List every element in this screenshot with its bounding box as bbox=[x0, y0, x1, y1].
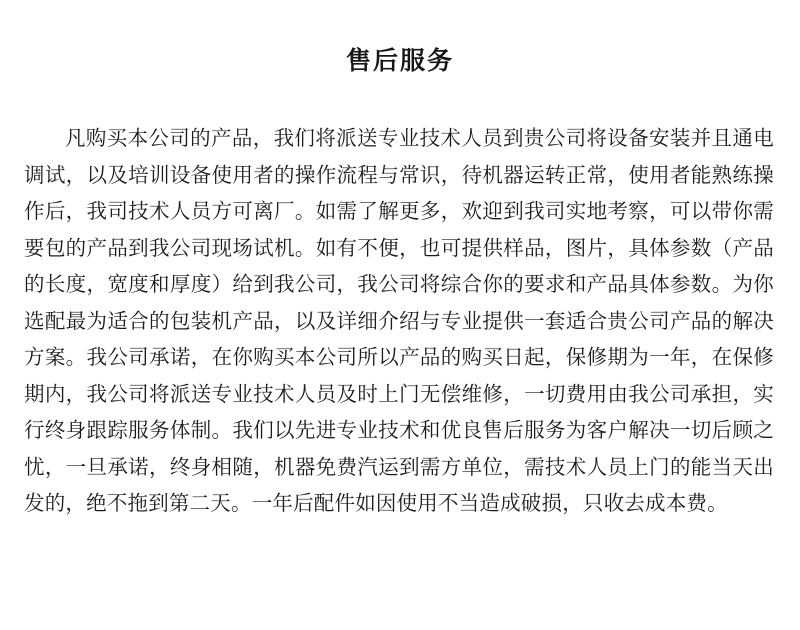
page-title: 售后服务 bbox=[345, 46, 454, 75]
document-body bbox=[0, 76, 800, 522]
body-paragraph: 凡购买本公司的产品，我们将派送专业技术人员到贵公司将设备安装并且通电调试，以及培训设备使用者的操作流程与常识，待机器运转正常，使用者能熟练操作后，我司技术人员方可离厂。如需了解更多，欢迎到我司实地考察，可以带你需要包的产品到我公司现场试机。如有不便，也可提供样品，图片，具体参数（产品的长度，宽度和厚度）给到我公司，我公司将综合你的要求和产品具体参数。为你选配最为适合的包装机产品，以及详细介绍与专业提供一套适合贵公司产品的解决方案。我公司承诺，在你购买本公司所以产品的购买日起，保修期为一年，在保修期内，我公司将派送专业技术人员及时上门无偿维修，一切费用由我公司承担，实行终身跟踪服务体制。我们以先进专业技术和优良售后服务为客户解决一切后顾之忧，一旦承诺，终身相随，机器免费汽运到需方单位，需技术人员上门的能当天出发的，绝不拖到第二天。一年后配件如因使用不当造成破损，只收去成本费。 bbox=[24, 126, 774, 515]
